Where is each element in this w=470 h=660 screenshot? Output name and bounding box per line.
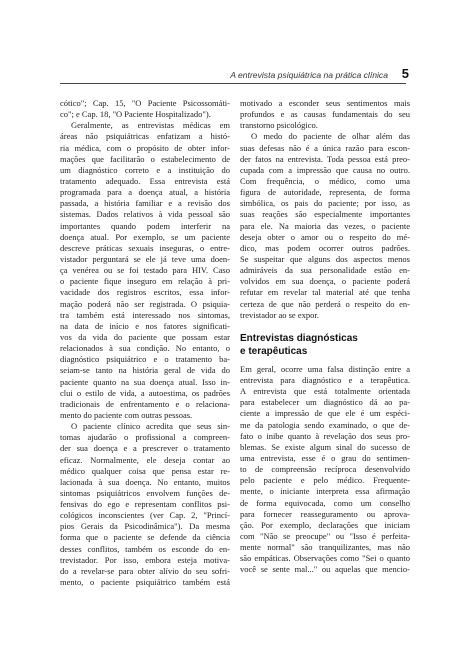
- text-line: tomas ajudarão o profissional a compreen-: [60, 432, 230, 443]
- text-line: co"; e Cap. 18, "O Paciente Hospitalizado").: [60, 109, 211, 120]
- text-line: mação poderá não ser registrada. O psiquia-: [60, 298, 230, 309]
- text-line: motivado a esconder seus sentimentos mais: [240, 98, 410, 108]
- text-line: A entrevista que está totalmente orientada: [240, 386, 410, 397]
- text-line: mações que facilitarão o estabelecimento de: [60, 153, 230, 164]
- text-line: figura de autoridade, representa, de forma: [240, 187, 410, 198]
- text-line: Se suspeitar que alguns dos aspectos menos: [240, 253, 410, 264]
- text-line: ria médica, com o propósito de obter infor-: [60, 142, 230, 153]
- text-line: mento do paciente com outras pessoas.: [60, 409, 193, 420]
- text-line: paciente quanto na sua doença atual. Isso in-: [60, 376, 230, 387]
- text-line: fato o inibe quanto à revelação dos seus pro-: [240, 430, 410, 441]
- text-line: passada, a história familiar e a revisão dos: [60, 198, 230, 209]
- text-line: na data de início e nos fatores significati-: [60, 320, 230, 331]
- text-line: der fatos na entrevista. Toda pessoa está preo-: [240, 153, 410, 164]
- text-line: clui o estilo de vida, a autoestima, os padrões: [60, 387, 230, 398]
- text-line: entrevista para diagnóstico e a terapêutica.: [240, 374, 410, 385]
- text-line: pios Gerais da Psicodinâmica"). Da mesma: [60, 521, 230, 532]
- text-line: mento, o paciente psiquiátrico também está: [60, 577, 230, 588]
- text-line: médico qualquer coisa que pensa estar re-: [60, 465, 230, 476]
- text-line: Em geral, ocorre uma falsa distinção entre a: [240, 363, 410, 374]
- text-line: áreas não psiquiátricas enfatizam a histó-: [60, 131, 230, 142]
- text-line: cótico"; Cap. 15, "O Paciente Psicossomáti-: [60, 98, 230, 108]
- text-line: profundos e as causas fundamentais do seu: [240, 109, 410, 120]
- text-line: mente, o iniciante interpreta essa afirmação: [240, 486, 410, 497]
- text-line: transtorno psicológico.: [240, 120, 318, 131]
- text-line: lacionada à sua doença. No entanto, muitos: [60, 476, 230, 487]
- text-line: tra também está interessado nos sintomas,: [60, 309, 230, 320]
- text-line: suas defesas não é a única razão para escon-: [240, 142, 410, 153]
- text-line: O paciente clínico acredita que seus sin-: [71, 421, 230, 432]
- text-line: mente normal" são tranquilizantes, mas não: [240, 542, 410, 553]
- text-line: blemas. Se existe algum sinal do sucesso de: [240, 441, 410, 452]
- text-line: um diagnóstico correto e a instituição do: [60, 164, 230, 175]
- text-line: ciente a impressão de que ele é um espéci-: [240, 408, 410, 419]
- text-line: certeza de que não perderá o respeito do en-: [240, 298, 410, 309]
- text-line: O medo do paciente de olhar além das: [251, 131, 410, 142]
- running-head-title: A entrevista psiquiátrica na prática clínica: [230, 70, 388, 80]
- text-line: fensivas do ego e representam conflitos psi-: [60, 499, 230, 510]
- text-line: refutar em revelar tal material até que tenha: [240, 287, 410, 298]
- text-line: me da patologia sendo examinado, o que de-: [240, 419, 410, 430]
- text-line: forma que o paciente se defende da ciência: [60, 532, 230, 543]
- section-spacer: [240, 321, 410, 332]
- section-heading-line: e terapêuticas: [240, 345, 308, 357]
- text-line: seiam-se tanto na história geral de vida do: [60, 365, 230, 376]
- right-column: [240, 98, 410, 575]
- section-heading: [240, 332, 410, 358]
- text-line: descreve práticas sexuais inseguras, o entre-: [60, 242, 230, 253]
- text-line: tradicionais de enfrentamento e o relaciona-: [60, 398, 230, 409]
- text-line: simbólica, os pais do paciente; por isso, as: [240, 198, 410, 209]
- text-line: vos da vida do paciente que possam estar: [60, 331, 230, 342]
- text-line: desses conflitos, também os esconde do en-: [60, 543, 230, 554]
- text-line: relacionados à sua condição. No entanto, o: [60, 343, 230, 354]
- text-line: o paciente fique inseguro em relação à pri-: [60, 276, 230, 287]
- header-rule: [60, 83, 406, 84]
- text-line: cológicos inconscientes (ver Cap. 2, "Princí-: [60, 510, 230, 521]
- text-line: deseja obter o amor ou o respeito do mé-: [240, 231, 410, 242]
- text-line: vacidade dos registros escritos, essa infor-: [60, 287, 230, 298]
- text-line: ça venérea ou se foi testado para HIV. Caso: [60, 265, 230, 276]
- text-line: Com frequência, o médico, como uma: [240, 175, 410, 186]
- text-line: tratamento adequado. Essa entrevista está: [60, 175, 230, 186]
- text-line: dico, mas podem ocorrer outros padrões.: [240, 242, 410, 253]
- text-line: para fornecer reasseguramento ou aprova-: [240, 508, 410, 519]
- right-column-bottom-text: [240, 364, 410, 576]
- text-line: sintomas psiquiátricos envolvem funções de-: [60, 487, 230, 498]
- text-line: eficaz. Normalmente, ele deseja contar ao: [60, 454, 230, 465]
- right-column-top-text: [240, 98, 410, 321]
- text-line: sistemas. Dados relativos à vida pessoal são: [60, 209, 230, 220]
- text-line: vistador perguntará se ele já teve uma doen-: [60, 253, 230, 264]
- text-line: com "Não se preocupe" ou "Isso é perfeita-: [240, 530, 410, 541]
- running-head: [60, 66, 409, 84]
- text-line: doença atual. Por exemplo, se um paciente: [60, 231, 230, 242]
- text-line: diagnóstico psiquiátrico e o tratamento ba-: [60, 354, 230, 365]
- text-line: pelo paciente e pelo médico. Frequente-: [240, 475, 410, 486]
- text-line: cupada com a impressão que causa no outro.: [240, 164, 410, 175]
- text-line: Geralmente, as entrevistas médicas em: [71, 120, 230, 131]
- text-line: de forma equivocada, como um conselho: [240, 497, 410, 508]
- left-column: [60, 98, 230, 588]
- text-line: programada para a doença atual, a história: [60, 187, 230, 198]
- text-line: para estabelecer um diagnóstico dá ao pa-: [240, 397, 410, 408]
- text-line: admiráveis da sua personalidade estão en-: [240, 265, 410, 276]
- section-heading-line: Entrevistas diagnósticas: [240, 332, 358, 344]
- text-line: trevistador ao se expor.: [240, 309, 319, 320]
- text-line: uma entrevista, esse é o grau do sentimen-: [240, 452, 410, 463]
- page-number: 5: [401, 66, 409, 81]
- text-line: der sua doença e a prescrever o tratamento: [60, 443, 230, 454]
- text-line: do a revelar-se para obter alívio do seu sofri-: [60, 565, 230, 576]
- text-line: trevistador. Por isso, embora esteja motiva-: [60, 554, 230, 565]
- text-line: importantes quando podem interferir na: [60, 220, 230, 231]
- text-line: ção. Por exemplo, declarações que iniciam: [240, 519, 410, 530]
- text-line: suas reações são especialmente importantes: [240, 209, 410, 220]
- text-line: para ele. Na maioria das vezes, o paciente: [240, 220, 410, 231]
- text-line: você se sente mal..." ou aquelas que mencio-: [240, 564, 410, 575]
- text-line: são empáticas. Observações como "Sei o quanto: [240, 553, 410, 564]
- text-line: to de compreensão recíproca desenvolvido: [240, 464, 410, 475]
- text-line: volvidos em sua doença, o paciente poderá: [240, 276, 410, 287]
